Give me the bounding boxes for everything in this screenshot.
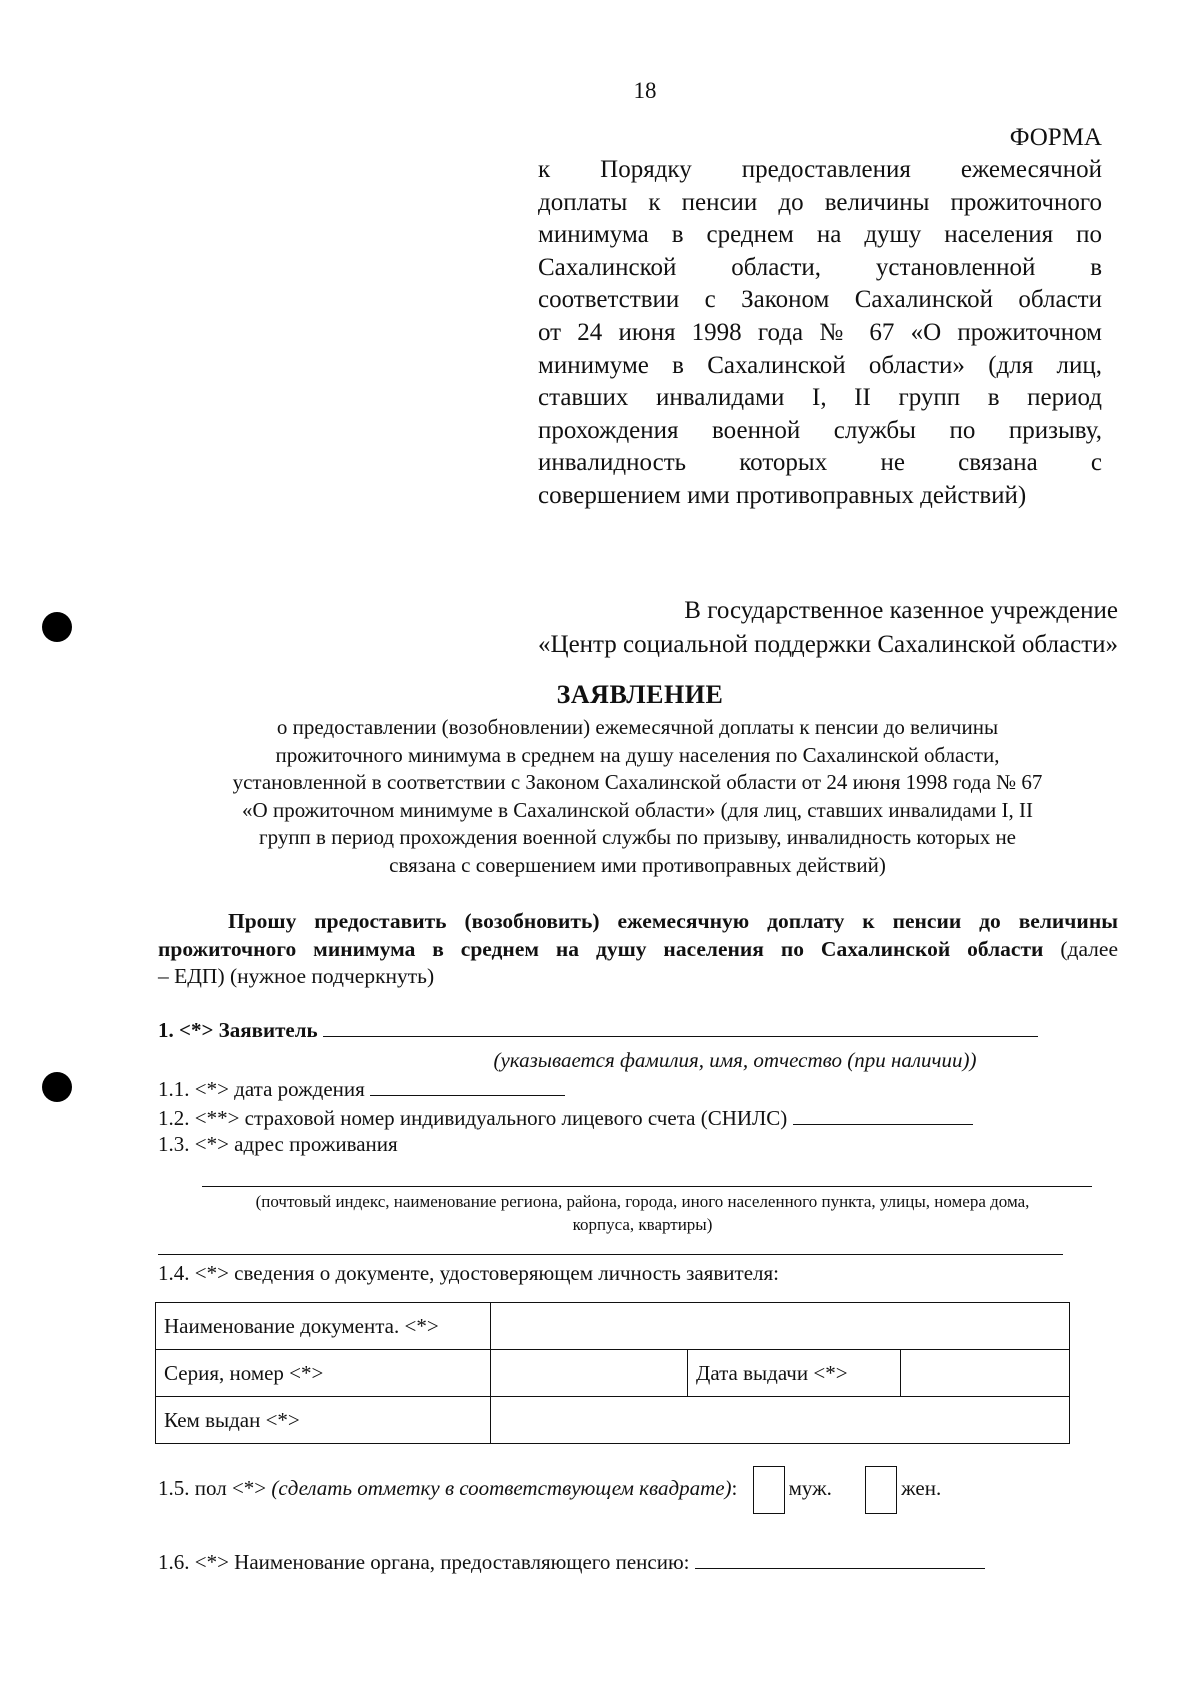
punch-hole-top <box>42 612 72 642</box>
snils-field[interactable] <box>793 1104 973 1125</box>
issue-date-label: Дата выдачи <*> <box>688 1350 901 1397</box>
issued-by-label: Кем выдан <*> <box>156 1397 491 1444</box>
series-number-label: Серия, номер <*> <box>156 1350 491 1397</box>
gender-female-label: жен. <box>901 1475 942 1500</box>
address-label: 1.3. <*> адрес проживания <box>158 1132 398 1156</box>
request-line-1 <box>158 908 1118 936</box>
gender-row <box>158 1466 941 1514</box>
address-hint <box>150 1190 1135 1236</box>
address-hint-line: корпуса, квартиры) <box>572 1215 713 1234</box>
id-doc-label: 1.4. <*> сведения о документе, удостоверяющем личность заявителя: <box>158 1261 780 1285</box>
doc-name-cell[interactable] <box>491 1303 1070 1350</box>
subtitle-line: прожиточного минимума в среднем на душу населения по Сахалинской области, <box>275 742 1000 767</box>
gender-colon: : <box>731 1475 738 1500</box>
subtitle-line: о предоставлении (возобновлении) ежемесячной доплаты к пенсии до величины <box>276 715 999 739</box>
annex-line: ставших инвалидами I, II групп в период <box>538 384 1102 412</box>
annex-line: Сахалинской области, установленной в <box>538 253 1102 281</box>
birth-date-field[interactable] <box>370 1075 565 1096</box>
request-tail-2: (далее <box>1043 936 1118 961</box>
subtitle-line: связана с совершением ими противоправных действий) <box>389 852 886 877</box>
id-document-table <box>155 1302 1070 1444</box>
document-subtitle <box>150 714 1125 879</box>
subtitle-line: групп в период прохождения военной службы по призыву, инвалидность которых не <box>258 825 1016 849</box>
applicant-hint: (указывается фамилия, имя, отчество (при наличии)) <box>493 1048 977 1072</box>
request-bold-2: прожиточного минимума в среднем на душу населения по Сахалинской области <box>158 936 1044 961</box>
issued-by-cell[interactable] <box>491 1397 1070 1444</box>
annex-line: минимуме в Сахалинской области» (для лиц, <box>538 351 1102 379</box>
applicant-field[interactable] <box>323 1016 1038 1037</box>
annex-reference <box>538 154 1102 513</box>
gender-male-label: муж. <box>788 1475 832 1500</box>
addressee <box>538 594 1118 662</box>
request-line-3: – ЕДП) (нужное подчеркнуть) <box>158 964 435 988</box>
pension-body-row <box>158 1548 985 1575</box>
snils-label: 1.2. <**> страховой номер индивидуального лицевого счета (СНИЛС) <box>158 1106 788 1130</box>
series-number-cell[interactable] <box>491 1350 688 1397</box>
gender-hint: (сделать отметку в соответствующем квадрате) <box>271 1475 732 1500</box>
issue-date-cell[interactable] <box>901 1350 1070 1397</box>
pension-body-label: 1.6. <*> Наименование органа, предоставляющего пенсию: <box>158 1550 690 1574</box>
birth-date-label: 1.1. <*> дата рождения <box>158 1077 365 1101</box>
annex-line: минимума в среднем на душу населения по <box>538 221 1102 249</box>
address-hint-line: (почтовый индекс, наименование региона, района, города, иного населенного пункта, улицы, номера дома, <box>255 1192 1030 1211</box>
annex-line: совершением ими противоправных действий) <box>538 481 1027 509</box>
page-number: 18 <box>633 78 657 103</box>
annex-line: соответствии с Законом Сахалинской области <box>538 286 1102 314</box>
annex-line: доплаты к пенсии до величины прожиточного <box>538 188 1102 216</box>
addressee-line: В государственное казенное учреждение <box>684 597 1118 624</box>
subtitle-line: установленной в соответствии с Законом Сахалинской области от 24 июня 1998 года № 67 <box>232 770 1043 794</box>
table-row <box>156 1303 1070 1350</box>
annex-line: инвалидность которых не связана с <box>538 449 1102 477</box>
address-field-line-2[interactable] <box>158 1254 1063 1255</box>
table-row <box>156 1397 1070 1444</box>
table-row <box>156 1350 1070 1397</box>
gender-female-checkbox[interactable] <box>865 1466 897 1514</box>
address-field-line[interactable] <box>202 1186 1092 1187</box>
applicant-label: 1. <*> Заявитель <box>158 1018 318 1042</box>
document-title: ЗАЯВЛЕНИЕ <box>556 680 724 709</box>
request-line-2 <box>158 936 1118 964</box>
punch-hole-bottom <box>42 1072 72 1102</box>
birth-date-row <box>158 1075 565 1102</box>
gender-male-checkbox[interactable] <box>753 1466 785 1514</box>
request-bold-1: Прошу предоставить (возобновить) ежемесячную доплату к пенсии до величины <box>228 909 1118 933</box>
doc-name-label: Наименование документа. <*> <box>156 1303 491 1350</box>
addressee-line: «Центр социальной поддержки Сахалинской области» <box>538 631 1118 658</box>
applicant-row <box>158 1016 1038 1043</box>
pension-body-field[interactable] <box>695 1548 985 1569</box>
annex-line: от 24 июня 1998 года № 67 «О прожиточном <box>538 318 1102 346</box>
snils-row <box>158 1104 973 1131</box>
gender-label: 1.5. пол <*> <box>158 1475 272 1500</box>
form-label: ФОРМА <box>1009 124 1102 151</box>
request-paragraph <box>158 908 1118 991</box>
annex-line: к Порядку предоставления ежемесячной <box>538 156 1102 183</box>
annex-line: прохождения военной службы по призыву, <box>538 416 1102 444</box>
subtitle-line: «О прожиточном минимуме в Сахалинской области» (для лиц, ставших инвалидами I, II <box>242 797 1033 822</box>
